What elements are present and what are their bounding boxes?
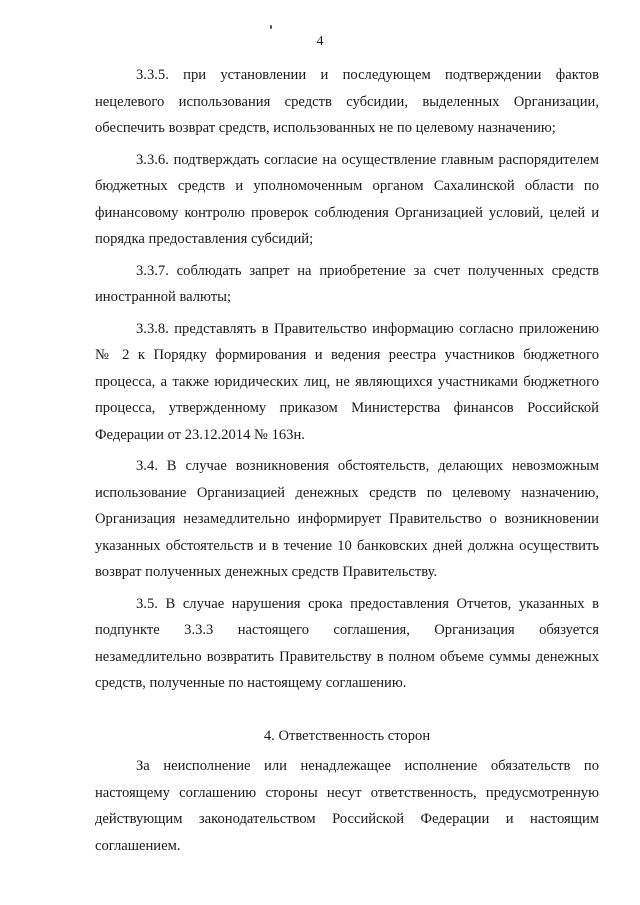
clause-3-5: 3.5. В случае нарушения срока предоставления Отчетов, указанных в подпункте 3.3.3 настоящего соглашения, Организация обязуется незамедлительно возвратить Правительству в полном объеме суммы денежных средств, полученные по настоящему соглашению. <box>95 595 599 691</box>
clause-3-4: 3.4. В случае возникновения обстоятельств, делающих невозможным использование Организацией денежных средств по целевому назначению, Организация незамедлительно информирует Правительство о возникновении указанных обстоятельств и в течение 10 банковских дней должна осуществить возврат полученных денежных средств Правительству. <box>95 458 599 580</box>
clause-3-3-5: 3.3.5. при установлении и последующем подтверждении фактов нецелевого использования средств субсидии, выделенных Организации, обеспечить возврат средств, использованных не по целевому назначению; <box>95 67 599 136</box>
section-4-body: За неисполнение или ненадлежащее исполнение обязательств по настоящему соглашению стороны несут ответственность, предусмотренную действующим законодательством Российской Федерации и настоящим соглашением. <box>95 758 599 854</box>
document-body <box>95 62 599 864</box>
clause-3-3-6: 3.3.6. подтверждать согласие на осуществление главным распорядителем бюджетных средств и уполномоченным органом Сахалинской области по финансовому контролю проверок соблюдения Организацией условий, целей и порядка предоставления субсидий; <box>95 151 599 247</box>
clause-3-3-8: 3.3.8. представлять в Правительство информацию согласно приложению № 2 к Порядку формирования и ведения реестра участников бюджетного процесса, а также юридических лиц, не являющихся участниками бюджетного процесса, утвержденному приказом Министерства финансов Российской Федерации от 23.12.2014 № 163н. <box>95 320 599 443</box>
scan-speck <box>270 25 272 29</box>
section-4-title: 4. Ответственность сторон <box>263 727 431 744</box>
clause-3-3-7: 3.3.7. соблюдать запрет на приобретение за счет полученных средств иностранной валюты; <box>95 262 599 305</box>
page-number: 4 <box>316 34 324 49</box>
